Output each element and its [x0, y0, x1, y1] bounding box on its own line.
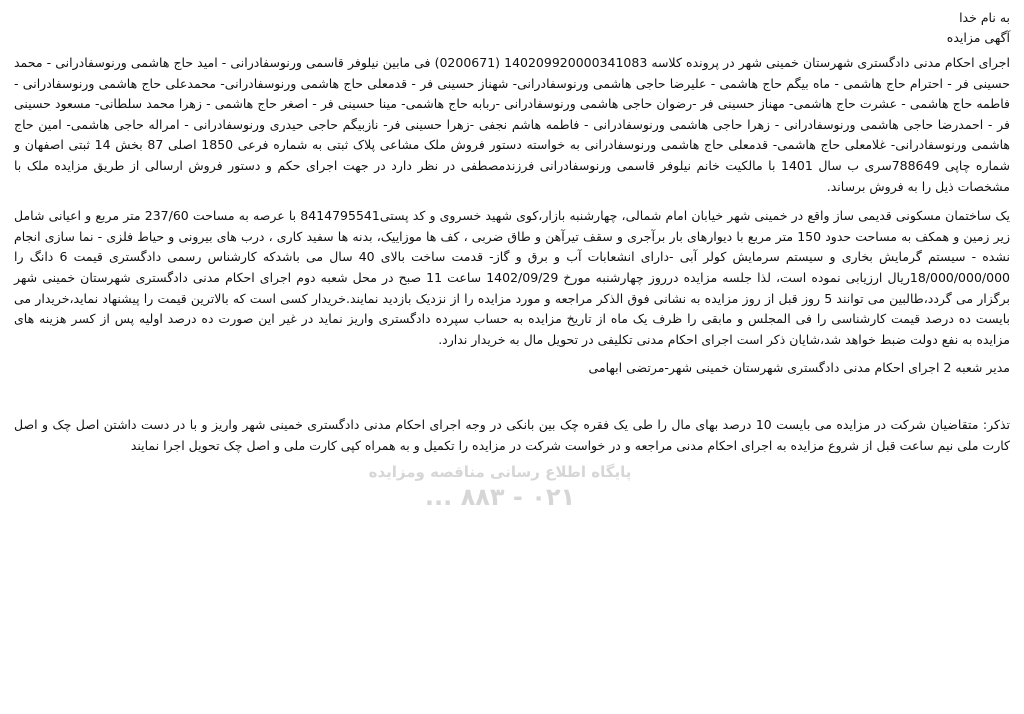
watermark-phone: ۰۲۱ - ۸۸۳ ...	[424, 483, 576, 511]
watermark-text: پایگاه اطلاع رسانی مناقصه ومزایده	[368, 463, 632, 481]
signature-line: مدیر شعبه 2 اجرای احکام مدنی دادگستری شهرستان خمینی شهر-مرتضی ابهامی	[588, 360, 1010, 376]
bismillah-heading: به نام خدا	[959, 10, 1010, 25]
note-paragraph: تذکر: متقاضیان شرکت در مزایده می بایست 10 درصد بهای مال را طی یک فقره چک بین بانکی در وجه اجرای احکام مدنی دادگستری خمینی شهر واریز و با در دست داشتن اصل چک و اصل کارت ملی نیم ساعت قبل از شروع مزایده به اجرای احکام مدنی مراجعه و در خواست شرکت در مزایده را تکمیل و به همراه کپی کارت ملی و اصل چک تحویل اجرا نمایند	[14, 416, 1011, 453]
case-parties-paragraph: اجرای احکام مدنی دادگستری شهرستان خمینی شهر در پرونده کلاسه 140209920000341083 (0200671) فی مابین نیلوفر قاسمی ورنوسفادرانی - امید حاج هاشمی ورنوسفادرانی - محمد حسینی فر - احترام حاج هاشمی - ماه بیگم حاج هاشمی - علیرضا حاجی هاشمی ورنوسفادرانی- شهناز حسینی فر - قدمعلی حاج هاشمی ورنوسفادرانی- محمدعلی حاج هاشمی ورنوسفادرانی - فاطمه حاج هاشمی - عشرت حاج هاشمی- مهناز حسینی فر -رضوان حاجی هاشمی ورنوسفادرانی -ربابه حاج هاشمی- مینا حسینی فر - اصغر حاج هاشمی - زهرا محمد سلطانی- مسعود حسینی فر - احمدرضا حاجی هاشمی ورنوسفادرانی - زهرا حاجی هاشمی ورنوسفادرانی - فاطمه هاشم نجفی -زهرا حسینی فر- نازبیگم حاجی حیدری ورنوسفادرانی - امراله حاجی هاشمی- امین حاج هاشمی ورنوسفادرانی- غلامعلی حاج هاشمی- قدمعلی حاج هاشمی ورنوسفادرانی به خواسته دستور فروش ملک مشاعی پلاک ثبتی به شماره فرعی 1850 اصلی 87 بخش 14 ثبتی اصفهان و شماره چاپی 788649سری ب سال 1401 با مالکیت خانم نیلوفر قاسمی ورنوسفادرانی فرزندمصطفی در نظر دارد در جهت اجرای حکم و دستور فروش ارسالی از طریق مزایده ملک با مشخصات ذیل را به فروش برساند.	[14, 55, 1011, 194]
notice-title: آگهی مزایده	[946, 29, 1010, 45]
property-description-paragraph: یک ساختمان مسکونی قدیمی ساز واقع در خمینی شهر خیابان امام شمالی، چهارشنبه بازار،کوی شهید خسروی و کد پستی8414795541 با عرصه به مساحت 237/60 متر مربع و اعیانی شامل زیر زمین و همکف به مساحت حدود 150 متر مربع با دیوارهای بار برآجری و سقف تیرآهن و طاق ضربی ، کف ها موزاییک، بدنه ها سفید کاری ، درب های بیرونی و حیاط فلزی - نما سازی انجام نشده - سیستم گرمایش بخاری و سیستم سرمایش کولر آبی -دارای انشعابات آب و برق و گاز- قدمت ساخت بالای 40 سال می باشدکه کارشناس رسمی دادگستری قیمت 6 دانگ را 18/000/000/000ریال ارزیابی نموده است، لذا جلسه مزایده درروز چهارشنبه مورخ 1402/09/29 ساعت 11 صبح در محل شعبه دوم اجرای احکام مدنی دادگستری شهرستان خمینی شهر برگزار می گردد،طالبین می توانند 5 روز قبل از روز مزایده به نشانی فوق الذکر مراجعه و مورد مزایده را از نزدیک بازدید نمایند.خریدار کسی است که بالاترین قیمت را پیشنهاد نماید،خریدار می بایست ده درصد قیمت کارشناسی را فی المجلس و مابقی را ظرف یک ماه از تاریخ مزایده به حساب سپرده دادگستری واریز نماید در غیر این صورت ده درصد اولیه پس از کسر هزینه های مزایده به نفع دولت ضبط خواهد شد،شایان ذکر است اجرای احکام مدنی تکلیفی در تحویل مال به خریدار ندارد.	[14, 208, 1010, 347]
